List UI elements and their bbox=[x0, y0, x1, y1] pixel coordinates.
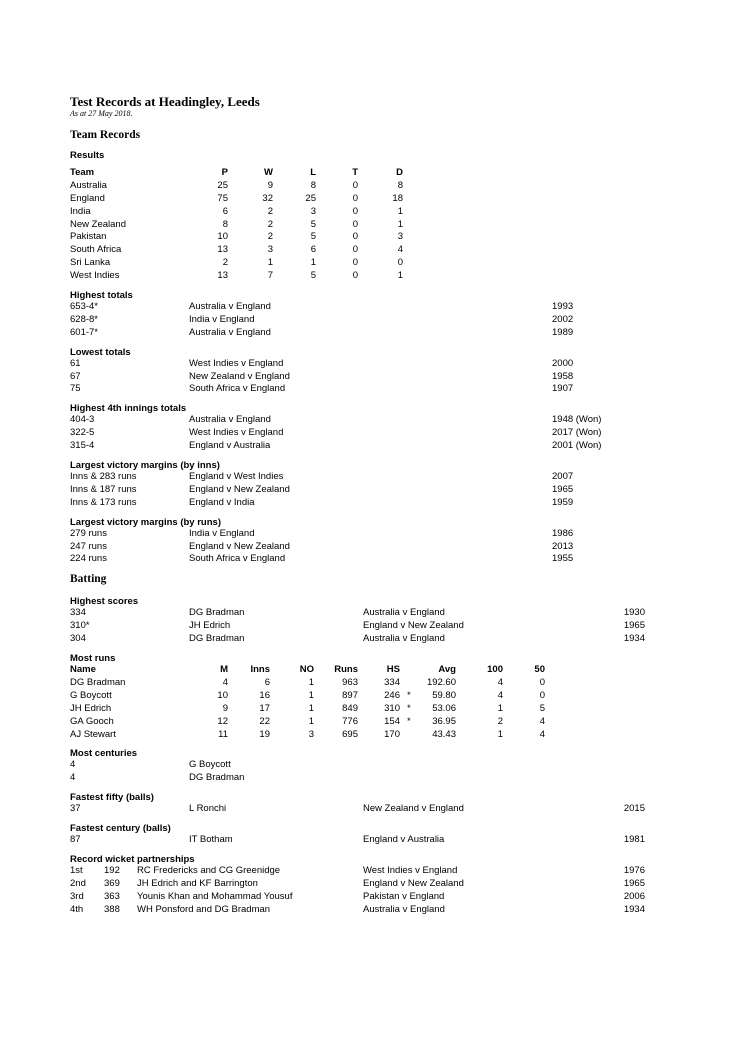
most-runs-row-cell: 5 bbox=[539, 702, 545, 714]
most-runs-row-cell: 2 bbox=[497, 715, 503, 727]
highest-total-row-cell: India v England bbox=[189, 313, 255, 325]
most-runs-row bbox=[70, 729, 670, 742]
fastest-fifty-heading: Fastest fifty (balls) bbox=[70, 792, 154, 804]
victory-inns-row bbox=[70, 484, 670, 497]
col-no: NO bbox=[299, 664, 314, 676]
highest-score-row bbox=[70, 620, 670, 633]
most-runs-row-cell: 11 bbox=[218, 728, 228, 740]
results-row-cell: Australia bbox=[70, 179, 107, 191]
most-runs-row-cell: 4 bbox=[497, 676, 503, 688]
most-runs-row-cell: 1 bbox=[497, 728, 503, 740]
highest-total-row-cell: Australia v England bbox=[189, 326, 271, 338]
most-runs-row-cell: 1 bbox=[497, 702, 503, 714]
partnership-row bbox=[70, 891, 670, 904]
col-w: W bbox=[264, 167, 273, 178]
results-row-cell: Sri Lanka bbox=[70, 257, 111, 269]
partnership-row-cell: 1st bbox=[70, 864, 83, 876]
results-heading: Results bbox=[70, 150, 105, 161]
highest-score-row-cell: DG Bradman bbox=[189, 607, 245, 619]
most-runs-row-cell: 12 bbox=[217, 715, 228, 727]
highest-score-row-cell: 1930 bbox=[623, 607, 645, 619]
partnership-row-cell: 4th bbox=[70, 903, 84, 915]
col-m: M bbox=[220, 664, 228, 676]
victory-runs-rows bbox=[70, 528, 670, 567]
most-runs-row-cell: 59.80 bbox=[432, 689, 456, 701]
highest-score-row-cell: 1965 bbox=[623, 620, 645, 632]
results-row bbox=[70, 270, 670, 283]
partnership-row-cell: 1934 bbox=[623, 903, 645, 915]
results-row-cell: 6 bbox=[222, 205, 228, 217]
highest-4th-row-cell: 315-4 bbox=[70, 440, 95, 452]
results-row-cell: 2 bbox=[267, 231, 273, 243]
most-runs-row-cell: * bbox=[407, 689, 411, 701]
victory-inns-row bbox=[70, 471, 670, 484]
col-name: Name bbox=[70, 664, 96, 676]
results-row bbox=[70, 180, 670, 193]
most-centuries-row bbox=[70, 759, 670, 772]
highest-total-row-cell: Australia v England bbox=[189, 301, 271, 313]
partnership-row-cell: WH Ponsford and DG Bradman bbox=[137, 903, 271, 915]
partnership-row bbox=[70, 865, 670, 878]
fastest-fifty-section bbox=[70, 792, 670, 816]
highest-4th-row bbox=[70, 414, 670, 427]
results-row bbox=[70, 193, 670, 206]
partnership-row-cell: 1965 bbox=[623, 877, 645, 889]
highest-score-row-cell: England v New Zealand bbox=[363, 620, 464, 632]
highest-score-row bbox=[70, 607, 670, 620]
victory-inns-row-cell: England v New Zealand bbox=[189, 483, 290, 495]
victory-inns-heading: Largest victory margins (by inns) bbox=[70, 460, 220, 472]
victory-runs-row bbox=[70, 528, 670, 541]
highest-4th-row bbox=[70, 427, 670, 440]
partnership-row-cell: 369 bbox=[104, 877, 120, 889]
results-row-cell: 0 bbox=[352, 231, 358, 243]
highest-total-row-cell: 1993 bbox=[552, 301, 574, 313]
highest-4th-row-cell: Australia v England bbox=[189, 414, 271, 426]
highest-score-row-cell: 1934 bbox=[623, 633, 645, 645]
results-row-cell: 13 bbox=[217, 244, 228, 256]
highest-score-row-cell: JH Edrich bbox=[189, 620, 231, 632]
results-row-cell: 4 bbox=[397, 244, 403, 256]
results-row-cell: 8 bbox=[397, 179, 403, 191]
most-runs-row-cell: GA Gooch bbox=[70, 715, 114, 727]
lowest-total-row-cell: New Zealand v England bbox=[189, 370, 290, 382]
partnership-row-cell: England v New Zealand bbox=[363, 877, 464, 889]
most-runs-row-cell: 776 bbox=[342, 715, 358, 727]
highest-scores-section bbox=[70, 596, 670, 646]
highest-score-row-cell: DG Bradman bbox=[189, 633, 245, 645]
most-runs-row-cell: 22 bbox=[259, 715, 270, 727]
most-runs-row-cell: 19 bbox=[259, 728, 270, 740]
highest-totals-section bbox=[70, 290, 670, 340]
results-row-cell: 5 bbox=[310, 270, 316, 282]
most-runs-header-row bbox=[70, 664, 670, 677]
highest-total-row-cell: 2002 bbox=[552, 313, 574, 325]
highest-total-row-cell: 628-8* bbox=[70, 313, 98, 325]
most-runs-rows bbox=[70, 677, 670, 741]
highest-total-row-cell: 653-4* bbox=[70, 301, 98, 313]
most-centuries-section bbox=[70, 748, 670, 785]
results-row-cell: 0 bbox=[352, 270, 358, 282]
results-row-cell: India bbox=[70, 205, 91, 217]
most-runs-row-cell: 53.06 bbox=[432, 702, 456, 714]
most-runs-row-cell: 897 bbox=[342, 689, 358, 701]
partnership-row-cell: JH Edrich and KF Barrington bbox=[137, 877, 258, 889]
results-row-cell: 8 bbox=[310, 179, 316, 191]
most-runs-row-cell: 0 bbox=[539, 676, 545, 688]
fastest-century-row-cell: IT Botham bbox=[189, 834, 233, 846]
partnership-row-cell: RC Fredericks and CG Greenidge bbox=[137, 864, 281, 876]
most-runs-row-cell: 43.43 bbox=[432, 728, 456, 740]
col-hs: HS bbox=[386, 664, 400, 676]
partnership-row-cell: 363 bbox=[104, 890, 120, 902]
results-row-cell: 1 bbox=[397, 218, 403, 230]
results-row-cell: 0 bbox=[352, 218, 358, 230]
lowest-total-row-cell: 67 bbox=[70, 370, 81, 382]
most-runs-row-cell: 1 bbox=[308, 676, 314, 688]
highest-4th-row-cell: 322-5 bbox=[70, 427, 95, 439]
victory-inns-row-cell: 1959 bbox=[552, 496, 574, 508]
fastest-fifty-row-cell: 37 bbox=[70, 803, 81, 815]
results-row-cell: 75 bbox=[217, 192, 228, 204]
highest-4th-innings-rows bbox=[70, 414, 670, 453]
results-row-cell: 5 bbox=[310, 231, 316, 243]
highest-4th-row-cell: West Indies v England bbox=[189, 427, 284, 439]
results-row-cell: England bbox=[70, 192, 105, 204]
results-header-row bbox=[70, 167, 670, 180]
most-runs-row-cell: 310 bbox=[384, 702, 400, 714]
most-centuries-row-cell: DG Bradman bbox=[189, 772, 245, 784]
most-runs-row bbox=[70, 716, 670, 729]
partnerships-rows bbox=[70, 865, 670, 917]
results-row-cell: 5 bbox=[310, 218, 316, 230]
victory-runs-row-cell: 224 runs bbox=[70, 553, 107, 565]
most-runs-section bbox=[70, 653, 670, 741]
partnerships-section bbox=[70, 854, 670, 917]
victory-runs-section bbox=[70, 517, 670, 567]
most-runs-heading: Most runs bbox=[70, 653, 116, 665]
col-inns: Inns bbox=[250, 664, 270, 676]
highest-4th-row-cell: 2001 (Won) bbox=[552, 440, 602, 452]
most-runs-row-cell: 1 bbox=[308, 715, 314, 727]
most-runs-row-cell: 4 bbox=[497, 689, 503, 701]
most-runs-row-cell: 170 bbox=[384, 728, 400, 740]
highest-totals-rows bbox=[70, 301, 670, 340]
most-runs-row-cell: 0 bbox=[539, 689, 545, 701]
col-p: P bbox=[221, 167, 228, 178]
fastest-century-row-cell: England v Australia bbox=[363, 834, 445, 846]
fastest-century-section bbox=[70, 823, 670, 847]
results-row-cell: 0 bbox=[352, 179, 358, 191]
highest-4th-row-cell: 2017 (Won) bbox=[552, 427, 602, 439]
results-row-cell: 2 bbox=[222, 257, 228, 269]
results-row-cell: 0 bbox=[352, 257, 358, 269]
fastest-fifty-rows bbox=[70, 803, 670, 816]
lowest-total-row-cell: 1907 bbox=[552, 383, 574, 395]
batting-heading: Batting bbox=[70, 573, 107, 586]
lowest-totals-heading: Lowest totals bbox=[70, 346, 131, 358]
most-runs-row-cell: 10 bbox=[217, 689, 228, 701]
victory-inns-row-cell: England v West Indies bbox=[189, 471, 284, 483]
most-centuries-rows bbox=[70, 759, 670, 785]
col-t: T bbox=[352, 167, 358, 178]
victory-runs-row-cell: 279 runs bbox=[70, 527, 107, 539]
victory-inns-row-cell: Inns & 187 runs bbox=[70, 483, 137, 495]
results-row-cell: 8 bbox=[222, 218, 228, 230]
results-row-cell: 0 bbox=[352, 244, 358, 256]
victory-inns-row-cell: Inns & 283 runs bbox=[70, 471, 137, 483]
page-title: Test Records at Headingley, Leeds bbox=[70, 94, 260, 109]
partnerships-heading: Record wicket partnerships bbox=[70, 853, 195, 865]
most-runs-row-cell: * bbox=[407, 715, 411, 727]
results-row-cell: 2 bbox=[267, 218, 273, 230]
victory-inns-row-cell: 2007 bbox=[552, 471, 574, 483]
most-runs-row-cell: AJ Stewart bbox=[70, 728, 116, 740]
most-runs-row-cell: 6 bbox=[264, 676, 270, 688]
lowest-total-row-cell: 75 bbox=[70, 383, 81, 395]
results-row-cell: 1 bbox=[267, 257, 273, 269]
most-centuries-row-cell: 4 bbox=[70, 759, 76, 771]
highest-4th-row-cell: 404-3 bbox=[70, 414, 95, 426]
results-row-cell: Pakistan bbox=[70, 231, 107, 243]
col-100: 100 bbox=[487, 664, 503, 676]
results-row-cell: 13 bbox=[217, 270, 228, 282]
most-centuries-heading: Most centuries bbox=[70, 748, 138, 760]
most-runs-row bbox=[70, 690, 670, 703]
lowest-total-row bbox=[70, 358, 670, 371]
lowest-total-row-cell: 61 bbox=[70, 357, 81, 369]
results-rows bbox=[70, 180, 670, 283]
results-row-cell: New Zealand bbox=[70, 218, 126, 230]
most-centuries-row-cell: G Boycott bbox=[189, 759, 231, 771]
lowest-totals-section bbox=[70, 347, 670, 397]
results-row bbox=[70, 257, 670, 270]
highest-total-row bbox=[70, 327, 670, 340]
most-runs-row-cell: 1 bbox=[308, 689, 314, 701]
col-avg: Avg bbox=[438, 664, 456, 676]
fastest-fifty-row-cell: New Zealand v England bbox=[363, 803, 464, 815]
most-runs-row-cell: 192.60 bbox=[426, 676, 456, 688]
most-runs-row-cell: 4 bbox=[539, 715, 545, 727]
lowest-total-row-cell: West Indies v England bbox=[189, 357, 284, 369]
fastest-century-row-cell: 87 bbox=[70, 834, 81, 846]
partnership-row-cell: 2nd bbox=[70, 877, 86, 889]
results-row-cell: 25 bbox=[305, 192, 316, 204]
most-runs-row-cell: JH Edrich bbox=[70, 702, 112, 714]
highest-total-row-cell: 1989 bbox=[552, 326, 574, 338]
partnership-row bbox=[70, 904, 670, 917]
results-row-cell: 2 bbox=[267, 205, 273, 217]
victory-runs-row-cell: 2013 bbox=[552, 540, 574, 552]
most-runs-row-cell: DG Bradman bbox=[70, 676, 126, 688]
victory-inns-section bbox=[70, 460, 670, 510]
most-runs-row-cell: 246 bbox=[384, 689, 400, 701]
highest-total-row bbox=[70, 314, 670, 327]
highest-4th-innings-section bbox=[70, 403, 670, 453]
fastest-fifty-row-cell: L Ronchi bbox=[189, 803, 227, 815]
highest-score-row-cell: Australia v England bbox=[363, 633, 445, 645]
most-runs-row-cell: 36.95 bbox=[432, 715, 456, 727]
partnership-row-cell: 2006 bbox=[623, 890, 645, 902]
victory-runs-row bbox=[70, 541, 670, 554]
highest-totals-heading: Highest totals bbox=[70, 290, 133, 302]
highest-4th-row bbox=[70, 440, 670, 453]
partnership-row-cell: West Indies v England bbox=[363, 864, 458, 876]
highest-score-row-cell: 304 bbox=[70, 633, 86, 645]
partnership-row-cell: Younis Khan and Mohammad Yousuf bbox=[137, 890, 293, 902]
highest-scores-heading: Highest scores bbox=[70, 596, 139, 608]
most-centuries-row bbox=[70, 772, 670, 785]
col-l: L bbox=[310, 167, 316, 178]
results-row-cell: 0 bbox=[352, 205, 358, 217]
team-records-heading: Team Records bbox=[70, 129, 141, 141]
results-row-cell: 1 bbox=[397, 270, 403, 282]
results-row bbox=[70, 219, 670, 232]
partnership-row-cell: Pakistan v England bbox=[363, 890, 445, 902]
most-runs-row-cell: 963 bbox=[342, 676, 358, 688]
fastest-century-row bbox=[70, 834, 670, 847]
results-row bbox=[70, 206, 670, 219]
lowest-total-row bbox=[70, 371, 670, 384]
lowest-total-row-cell: 2000 bbox=[552, 357, 574, 369]
fastest-century-rows bbox=[70, 834, 670, 847]
most-runs-row-cell: 9 bbox=[222, 702, 228, 714]
victory-runs-row-cell: England v New Zealand bbox=[189, 540, 290, 552]
partnership-row-cell: 192 bbox=[104, 864, 120, 876]
results-row-cell: 3 bbox=[310, 205, 316, 217]
results-row bbox=[70, 231, 670, 244]
victory-inns-row-cell: England v India bbox=[189, 496, 255, 508]
fastest-fifty-row-cell: 2015 bbox=[623, 803, 645, 815]
most-runs-row bbox=[70, 677, 670, 690]
highest-4th-row-cell: 1948 (Won) bbox=[552, 414, 602, 426]
most-runs-row-cell: G Boycott bbox=[70, 689, 112, 701]
highest-score-row bbox=[70, 633, 670, 646]
victory-runs-row-cell: 1986 bbox=[552, 527, 574, 539]
results-row-cell: 6 bbox=[310, 244, 316, 256]
results-row-cell: 32 bbox=[262, 192, 273, 204]
victory-inns-row bbox=[70, 497, 670, 510]
most-runs-row-cell: 3 bbox=[308, 728, 314, 740]
results-row-cell: 3 bbox=[397, 231, 403, 243]
partnership-row-cell: Australia v England bbox=[363, 903, 445, 915]
highest-4th-innings-heading: Highest 4th innings totals bbox=[70, 403, 187, 415]
highest-4th-row-cell: England v Australia bbox=[189, 440, 271, 452]
highest-score-row-cell: 310* bbox=[70, 620, 90, 632]
partnership-row-cell: 3rd bbox=[70, 890, 84, 902]
most-runs-row-cell: 695 bbox=[342, 728, 358, 740]
victory-runs-row-cell: India v England bbox=[189, 527, 255, 539]
results-row-cell: 9 bbox=[267, 179, 273, 191]
results-row-cell: 7 bbox=[267, 270, 273, 282]
lowest-total-row bbox=[70, 383, 670, 396]
results-row-cell: 1 bbox=[310, 257, 316, 269]
results-row-cell: West Indies bbox=[70, 270, 120, 282]
lowest-totals-rows bbox=[70, 358, 670, 397]
most-runs-row-cell: * bbox=[407, 702, 411, 714]
victory-runs-row-cell: 1955 bbox=[552, 553, 574, 565]
victory-runs-row-cell: 247 runs bbox=[70, 540, 107, 552]
lowest-total-row-cell: 1958 bbox=[552, 370, 574, 382]
victory-runs-row bbox=[70, 553, 670, 566]
most-runs-row bbox=[70, 703, 670, 716]
most-runs-row-cell: 1 bbox=[308, 702, 314, 714]
victory-runs-row-cell: South Africa v England bbox=[189, 553, 286, 565]
results-row-cell: 0 bbox=[397, 257, 403, 269]
partnership-row-cell: 388 bbox=[104, 903, 120, 915]
victory-inns-rows bbox=[70, 471, 670, 510]
fastest-century-heading: Fastest century (balls) bbox=[70, 823, 171, 835]
most-runs-row-cell: 4 bbox=[222, 676, 228, 688]
results-row-cell: 25 bbox=[217, 179, 228, 191]
fastest-fifty-row bbox=[70, 803, 670, 816]
results-row-cell: 0 bbox=[352, 192, 358, 204]
col-team: Team bbox=[70, 167, 95, 178]
most-runs-row-cell: 154 bbox=[384, 715, 400, 727]
lowest-total-row-cell: South Africa v England bbox=[189, 383, 286, 395]
page-subtitle: As at 27 May 2018. bbox=[70, 109, 133, 118]
results-section bbox=[70, 150, 670, 283]
most-runs-row-cell: 334 bbox=[384, 676, 400, 688]
col-d: D bbox=[396, 167, 403, 178]
results-row-cell: 1 bbox=[397, 205, 403, 217]
partnership-row-cell: 1976 bbox=[623, 864, 645, 876]
col-50: 50 bbox=[534, 664, 545, 676]
most-centuries-row-cell: 4 bbox=[70, 772, 76, 784]
victory-inns-row-cell: 1965 bbox=[552, 483, 574, 495]
col-runs: Runs bbox=[334, 664, 358, 676]
most-runs-row-cell: 17 bbox=[259, 702, 270, 714]
records-page bbox=[70, 95, 670, 924]
highest-total-row bbox=[70, 301, 670, 314]
highest-score-row-cell: Australia v England bbox=[363, 607, 445, 619]
most-runs-row-cell: 16 bbox=[259, 689, 270, 701]
victory-inns-row-cell: Inns & 173 runs bbox=[70, 496, 137, 508]
highest-total-row-cell: 601-7* bbox=[70, 326, 98, 338]
partnership-row bbox=[70, 878, 670, 891]
results-row-cell: South Africa bbox=[70, 244, 122, 256]
victory-runs-heading: Largest victory margins (by runs) bbox=[70, 516, 221, 528]
highest-scores-rows bbox=[70, 607, 670, 646]
results-row-cell: 10 bbox=[217, 231, 228, 243]
most-runs-row-cell: 4 bbox=[539, 728, 545, 740]
results-row bbox=[70, 244, 670, 257]
most-runs-row-cell: 849 bbox=[342, 702, 358, 714]
highest-score-row-cell: 334 bbox=[70, 607, 86, 619]
results-row-cell: 3 bbox=[267, 244, 273, 256]
results-row-cell: 18 bbox=[392, 192, 403, 204]
fastest-century-row-cell: 1981 bbox=[623, 834, 645, 846]
